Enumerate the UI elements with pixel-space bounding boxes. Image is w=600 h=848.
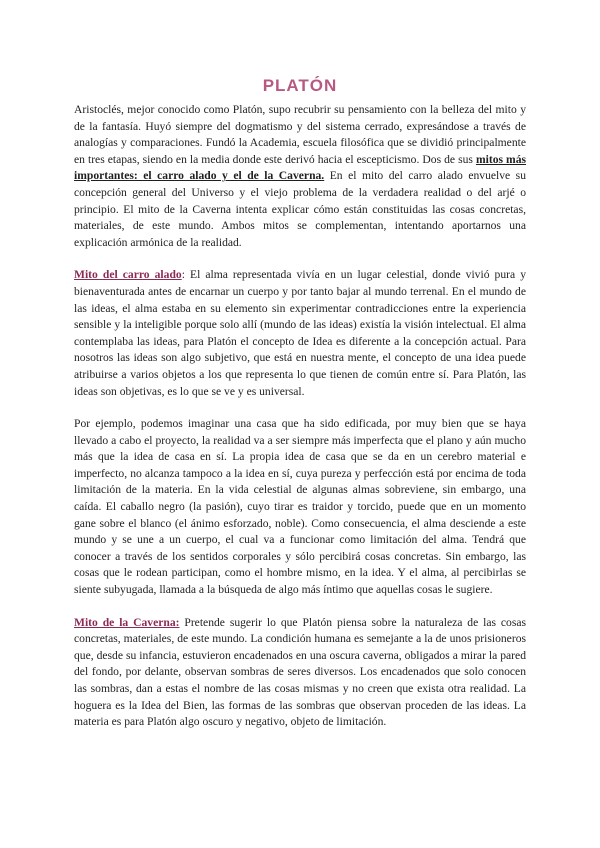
carro-alado-text: : El alma representada vivía en un lugar celestial, donde vivió pura y bienaventurada antes de encarnar un cuerpo y por tanto bajar al mundo terrenal. En el mundo de las ideas, el alma estaba en su elemento sin experimentar contradicciones entre la experiencia sensible y la inteligible porque solo allí (mundo de las ideas) existía la visión intelectual. El alma contemplaba las ideas, para Platón el concepto de Idea es diferente a la concepción actual. Para nosotros las ideas son algo subjetivo, que está en nuestra mente, el concepto de una idea puede atribuirse a varios objetos a los que representa lo que tienen de común entre sí. Para Platón, las ideas son objetivas, es lo que se ve y es universal.	[74, 268, 526, 398]
carro-alado-heading: Mito del carro alado	[74, 268, 182, 282]
intro-highlight: mitos más importantes: el carro alado y el de la Caverna.	[74, 152, 526, 183]
intro-paragraph	[74, 102, 526, 251]
ejemplo-paragraph: Por ejemplo, podemos imaginar una casa que ha sido edificada, por muy bien que se haya llevado a cabo el proyecto, la realidad va a ser siempre más imperfecta que el plano y aún mucho más que la idea de casa en sí. La propia idea de casa que se da en un cerebro material e imperfecto, no alcanza tampoco a la idea en sí, cuya pureza y perfección está por encima de toda limitación de la materia. En la vida celestial de algunas almas sobreviene, sin embargo, una caída. El caballo negro (la pasión), cuyo tirar es traidor y torcido, puede que en un momento gane sobre el blanco (el ánimo esforzado, noble). Como consecuencia, el alma desciende a este mundo y se une a un cuerpo, el cual va a funcionar como limitación del alma. Tendrá que conocer a través de los sentidos corporales y sólo percibirá cosas concretas. Sin embargo, las cosas que le rodean participan, como el hombre mismo, en la idea. Y el alma, al percibirlas se siente subyugada, llamada a la búsqueda de algo más íntimo que aquellas cosas le sugiere.	[74, 417, 526, 597]
intro-text-cont: En el mito del carro alado envuelve su concepción general del Universo y el viejo problema de la verdadera realidad o del arjé o principio. El mito de la Caverna intenta explicar cómo están constituidas las cosas concretas, materiales, de este mundo. Ambos mitos se complementan, intentando aportarnos una explicación armónica de la realidad.	[74, 169, 526, 249]
caverna-heading: Mito de la Caverna:	[74, 615, 180, 629]
carro-alado-paragraph	[74, 267, 526, 400]
caverna-paragraph	[74, 615, 526, 731]
page-title: PLATÓN	[262, 76, 338, 95]
caverna-text: Pretende sugerir lo que Platón piensa sobre la naturaleza de las cosas concretas, materiales, de este mundo. La condición humana es semejante a la de unos prisioneros que, desde su infancia, estuvieron encadenados en una oscura caverna, obligados a mirar la pared del fondo, por delante, observan sombras de seres diversos. Los encadenados que solo conocen las sombras, dan a estas el nombre de las cosas mismas y no creen que exista otra realidad. La hoguera es la Idea del Bien, las formas de las sombras que observan proceden de las ideas. La materia es para Platón algo oscuro y negativo, objeto de limitación.	[74, 615, 526, 729]
document-page	[74, 76, 526, 747]
intro-text: Aristoclés, mejor conocido como Platón, supo recubrir su pensamiento con la belleza del mito y de la fantasía. Huyó siempre del dogmatismo y del sistema cerrado, expresándose a través de analogías y comparaciones. Fundó la Academia, escuela filosófica que se dividió principalmente en tres etapas, siendo en la media donde este derivó hacia el escepticismo. Dos de sus	[74, 103, 526, 166]
